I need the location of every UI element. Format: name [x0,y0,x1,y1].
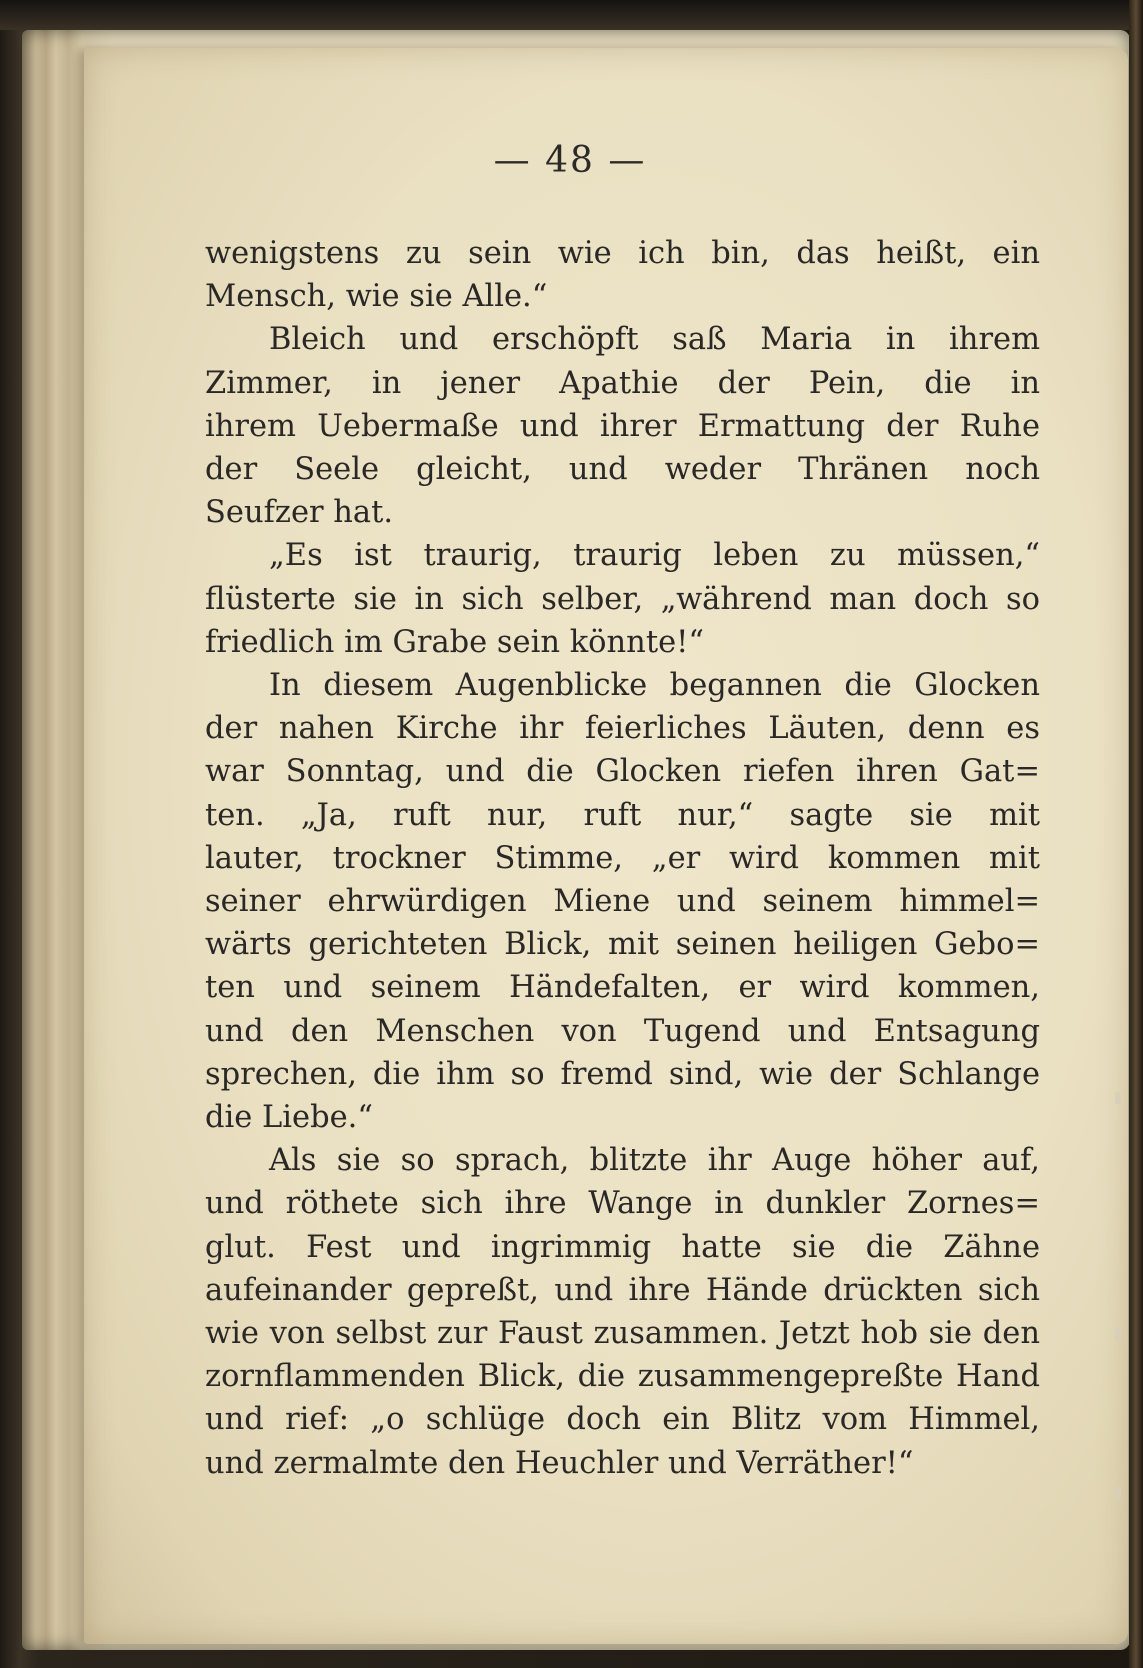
text-line: Zimmer, in jener Apathie der Pein, die in [205,365,1040,401]
text-line: und rief: „o schlüge doch ein Blitz vom Himmel, [205,1402,1040,1438]
paragraph [205,318,1040,534]
text-line: friedlich im Grabe sein könnte!“ [205,624,704,660]
text-line: die Liebe.“ [205,1100,373,1136]
text-line: glut. Fest und ingrimmig hatte sie die Zähne [205,1229,1040,1265]
text-line: ihrem Uebermaße und ihrer Ermattung der Ruhe [205,408,1040,444]
text-line: ten. „Ja, ruft nur, ruft nur,“ sagte sie mit [205,797,1040,833]
text-line: seiner ehrwürdigen Miene und seinem himmel= [205,884,1040,920]
page-number: — 48 — [493,140,647,181]
text-line: Seufzer hat. [205,495,394,531]
margin-mark [1115,1486,1121,1498]
text-line: und den Menschen von Tugend und Entsagung [205,1013,1040,1049]
text-line: und röthete sich ihre Wange in dunkler Zornes= [205,1186,1040,1222]
text-line: Mensch, wie sie Alle.“ [205,279,548,315]
text-line: zornflammenden Blick, die zusammengepreßte Hand [205,1359,1040,1395]
text-line: wenigstens zu sein wie ich bin, das heißt, ein [205,236,1040,271]
scan-top-edge [0,0,1143,30]
paragraph [205,232,1040,318]
margin-mark [1115,1092,1121,1104]
text-line: wie von selbst zur Faust zusammen. Jetzt hob sie den [205,1316,1040,1352]
text-line: sprechen, die ihm so fremd sind, wie der Schlange [205,1056,1040,1092]
body-text [205,232,1040,1485]
text-line: Bleich und erschöpft saß Maria in ihrem [269,322,1040,358]
text-line: wärts gerichteten Blick, mit seinen heiligen Gebo= [205,927,1040,963]
text-line: der Seele gleicht, und weder Thränen noch [205,452,1040,488]
text-line: flüsterte sie in sich selber, „während man doch so [205,581,1040,617]
text-line: Als sie so sprach, blitzte ihr Auge höher auf, [269,1143,1040,1179]
text-line: war Sonntag, und die Glocken riefen ihren Gat= [205,754,1040,790]
text-line: „Es ist traurig, traurig leben zu müssen,“ [269,538,1040,574]
paragraph [205,1139,1040,1485]
margin-mark [1115,1328,1121,1340]
text-line: lauter, trockner Stimme, „er wird kommen mit [205,840,1040,876]
book-cover-edge [1129,0,1143,1668]
text-line: und zermalmte den Heuchler und Verräther!“ [205,1445,914,1481]
text-line: In diesem Augenblicke begannen die Glocken [269,668,1040,704]
paragraph [205,534,1040,664]
text-line: ten und seinem Händefalten, er wird kommen, [205,970,1040,1006]
paragraph [205,664,1040,1139]
text-line: der nahen Kirche ihr feierliches Läuten, denn es [205,711,1040,747]
text-line: aufeinander gepreßt, und ihre Hände drückten sich [205,1272,1040,1308]
